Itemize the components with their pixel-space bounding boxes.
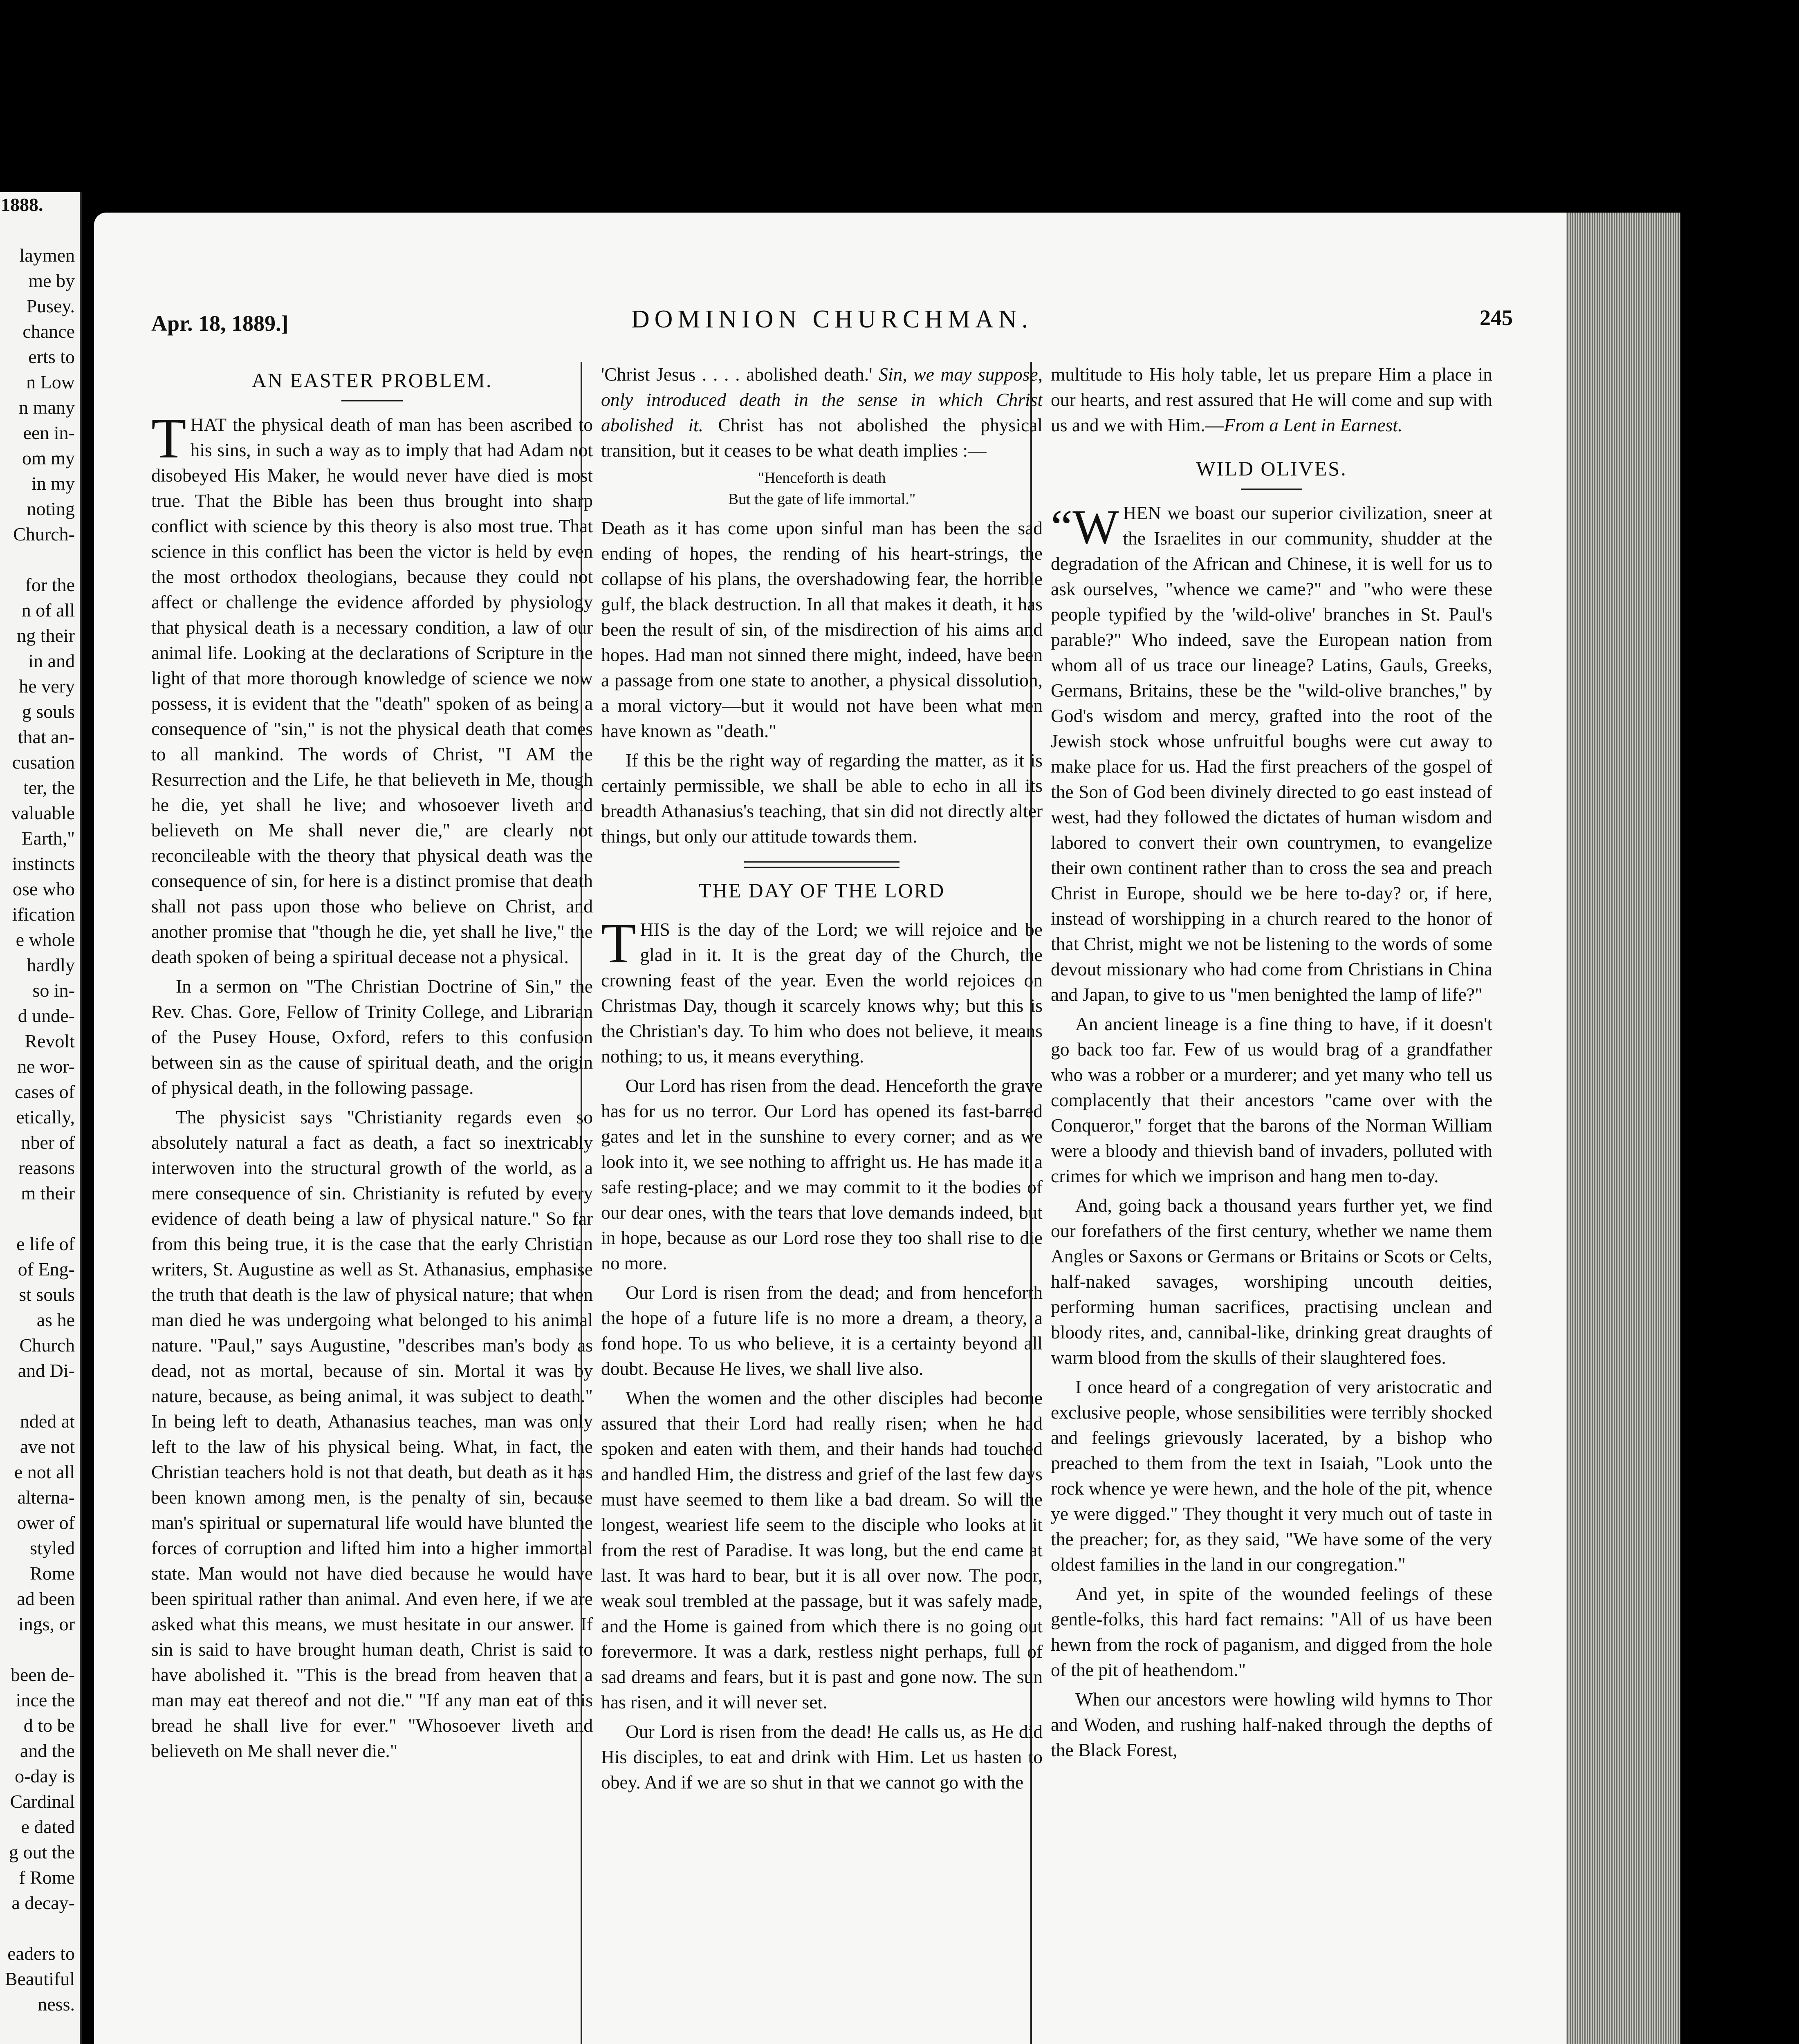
left-fragment-line: o-day is [15,1766,75,1786]
left-fragment-line: Church- [13,524,75,545]
left-fragment-line: that an- [18,726,75,747]
left-fragment-line [0,1916,80,1941]
left-fragment-line: Revolt [25,1031,75,1051]
issue-date: Apr. 18, 1889.] [151,311,289,336]
left-fragment-line: a decay- [11,1892,75,1913]
left-fragment-line: e not all [14,1461,75,1482]
left-fragment-line: hardly [27,955,75,975]
left-fragment-line: valuable [11,802,75,823]
page-header [151,303,1513,335]
article-paragraph: When the women and the other disciples had become assured that their Lord had really risen; when he had spoken and eaten with them, and their hands had touched and handled Him, the distress and grief of the last few days must have seemed to them like a bad dream. So will the longest, weariest life seem to the disciple who looks at it from the rest of Paradise. It was long, but the end came at last. It was hard to bear, but it is all over now. The poor, weak soul trembled at the passage, but it was safely made, and the Home is gained from which there is no going out forevermore. It was a dark, restless night perhaps, full of sad dreams and fears, but it is past and gone now. The sun has risen, and it will never set. [601,1387,1043,1712]
quoted-verse: "Henceforth is death But the gate of life immortal." [728,469,916,508]
left-fragment-line: so in- [32,980,75,1001]
left-fragment-line: Pusey. [26,296,75,316]
left-fragment-line: and the [20,1740,75,1761]
title-rule [1241,489,1302,490]
left-fragment-line: nded at [20,1411,75,1432]
left-fragment-line [0,1383,80,1409]
left-fragment-line: Church [19,1335,75,1356]
left-fragment-line: styled [30,1537,75,1558]
article-paragraph: THAT the physical death of man has been ascribed to his sins, in such a way as to imply that had Adam not disobeyed His Maker, he would never have died is most true. That the Bible has been thus brought into sharp conflict with science by this theory is also most true. That science in this conflict has been the victor is held by even the most orthodox theologians, because they could not affect or challenge the evidence afforded by physiology that physical death is a necessary condition, a law of our animal life. Looking at the declarations of Scripture in the light of that more thorough knowledge of science we now possess, it is evident that the "death" spoken of as being a consequence of "sin," is not the physical death that comes to all mankind. The words of Christ, "I AM the Resurrection and the Life, he that believeth in Me, though he die, yet shall he live; and whosoever liveth and believeth on Me shall never die," are clearly not reconcileable with the theory that physical death was the consequence of sin, for here is a distinct promise that death shall not pass upon those who believe on Christ, and another promise that "though he die, yet shall he live," the death spoken of being a spiritual decease not a physical. [151,407,593,967]
article-paragraph: THIS is the day of the Lord; we will rejoice and be glad in it. It is the great day of the Church, the crowning feast of the year. Even the world rejoices on Christmas Day, though it scarcely knows why; but this is the Christian's day. To him who does not believe, it means nothing; to us, it means everything. [601,912,1043,1067]
left-fragment-line: e life of [16,1233,75,1254]
left-fragment-line: g out the [9,1842,75,1862]
article-paragraph: If this be the right way of regarding the matter, as it is certainly permissible, we shall be able to echo in all its breadth Athanasius's teaching, that sin did not directly alter things, but only our attitude towards them. [601,750,1043,847]
left-fragment-line: n Low [26,372,75,392]
left-fragment-line: ower of [17,1512,75,1533]
article-paragraph: The physicist says "Christianity regards even so absolutely natural a fact as death, a fact so inextricably interwoven into the structural growth of the world, as a mere consequence of sin. Christianity is refuted by every evidence of death being a law of physical nature." So far from this being true, it is the case that the early Christian writers, St. Augustine as well as St. Athanasius, emphasise the truth that death is the law of physical nature; that when man died he was undergoing what belonged to his animal nature. "Paul," says Augustine, "describes man's body as dead, not as mortal, because of sin. Mortal it was by nature, because, as being animal, it was subject to death." In being left to death, Athanasius teaches, man was only left to the law of his physical being. What, in fact, the Christian teachers hold is not that death, but death as it has been known among men, is the penalty of sin, because man's spiritual or supernatural life would have blunted the forces of corruption and lifted him into a higher immortal state. Man would not have died because he would have been spiritual rather than animal. And even here, if we are asked what this means, we must hesitate in our answer. If sin is said to have brought human death, Christ is said to have abolished it. "This is the bread from heaven that a man may eat thereof and not die." "If any man eat of this bread he shall live for ever." "Whosoever liveth and believeth on Me shall never die." [151,1107,593,1761]
article-paragraph: I once heard of a congregation of very aristocratic and exclusive people, whose sensibilities were terribly shocked and feelings grievously lacerated, by a bishop who preached to them from the text in Isaiah, "Look unto the rock whence ye were hewn, and the hole of the pit, whence ye were digged." They thought it very much out of taste in the preacher; for, as they said, "We have some of the very oldest families in the land in our congregation." [1051,1376,1492,1575]
left-fragment-line: f Rome [19,1867,75,1888]
book-page-edges [1566,213,1680,2044]
left-fragment-line: Beautiful [4,1968,75,1989]
section-divider [744,861,900,868]
left-fragment-line: ne wor- [17,1056,75,1077]
left-fragment-line [0,217,80,243]
column-3 [1051,362,1492,2044]
left-fragment-line: g souls [22,701,75,722]
column-1 [151,362,593,2044]
left-fragment-line: om my [22,448,75,468]
article-paragraph: Our Lord is risen from the dead! He calls us, as He did His disciples, to eat and drink with Him. Let us hasten to obey. And if we are so shut in that we cannot go with the [601,1721,1043,1793]
article-paragraph: When our ancestors were howling wild hymns to Thor and Woden, and rushing half-naked through the depths of the Black Forest, [1051,1689,1492,1760]
left-fragment-line: nber of [21,1132,75,1153]
left-fragment-line: ad been [17,1588,75,1609]
masthead: DOMINION CHURCHMAN. [631,305,1033,333]
left-fragment-line: m their [21,1183,75,1204]
article-paragraph: And, going back a thousand years further yet, we find our forefathers of the first century, whether we name them Angles or Saxons or Germans or Britains or Scots or Celts, half-naked savages, worshiping uncouth deities, performing human sacrifices, practising unclean and bloody rites, and, cannibal-like, drinking great draughts of warm blood from the skulls of their slaughtered foes. [1051,1195,1492,1368]
left-fragment-line: noting [27,498,75,519]
left-fragment-line: Earth," [22,828,75,849]
left-fragment-line [0,1637,80,1662]
left-fragment-line: st souls [19,1284,75,1305]
drop-cap: T [151,407,186,470]
left-fragment-line: alterna- [17,1487,75,1508]
article-title: WILD OLIVES. [1196,457,1347,480]
article-paragraph: And yet, in spite of the wounded feelings of these gentle-folks, this hard fact remains: "All of us have been hewn from the rock of paganism, and digged from the hole of the pit of heathendom." [1051,1583,1492,1680]
drop-cap: T [601,912,636,975]
left-fragment-line: d to be [23,1715,75,1736]
left-fragment-line: in my [31,473,75,494]
left-fragment-line: ave not [20,1436,75,1457]
left-fragment-line: ng their [17,625,75,646]
article-paragraph: In a sermon on "The Christian Doctrine of Sin," the Rev. Chas. Gore, Fellow of Trinity College, and Librarian of the Pusey House, Oxford, refers to this confusion between sin as the cause of spiritual death, and the origin of physical death, in the following passage. [151,976,593,1098]
article-paragraph: An ancient lineage is a fine thing to have, if it doesn't go back too far. Few of us would brag of a grandfather who was a robber or a murderer; and yet many who tell us complacently that their ancestors "came over with the Conqueror," forget that the barons of the Norman William were a bloody and thievish band of invaders, polluted with crimes for which we imprison and hang men to-day. [1051,1013,1492,1186]
title-rule [341,400,403,401]
left-fragment-line: of Eng- [18,1259,75,1280]
attribution: From a Lent in Earnest. [1224,415,1403,435]
left-fragment-line: ness. [38,1994,75,2015]
left-fragment-line: erts to [28,346,75,367]
left-fragment-line: as he [36,1309,75,1330]
left-fragment-line: ification [12,904,75,925]
left-page-fragment [0,192,82,2044]
left-fragment-line: n of all [21,600,75,621]
left-fragment-line: ings, or [18,1614,75,1634]
left-fragment-line: reasons [18,1157,75,1178]
article-paragraph: “WHEN we boast our superior civilization, sneer at the Israelites in our community, shudder at the degradation of the African and Chinese, it is well for us to ask ourselves, "whence we came?" and "who were these people typified by the 'wild-olive' branches in St. Paul's parable?" Who indeed, save the European nation from whom all of us trace our lineage? Latins, Gauls, Greeks, Germans, Britains, these be the "wild-olive branches," by God's wisdom and mercy, grafted into the root of the Jewish stock whose unfruitful boughs were cut away to make place for us. Had the first preachers of the gospel of the Son of God been divinely directed to go east instead of west, had they followed the dictates of human wisdom and labored to convert their own countrymen, to evangelize their own continent rather than to cross the sea and preach Christ in Europe, should we be here to-day? or, if here, instead of worshipping in a church reared to the honor of that Christ, might we not be listening to the words of some devout missionary who had come from Christians in China and Japan, to give to us "men benighted the lamp of life?" [1051,500,1492,1005]
left-fragment-line: he very [19,676,75,697]
article-paragraph: Our Lord is risen from the dead; and from henceforth the hope of a future life is no more a dream, a theory, a fond hope. To us who believe, it is a certainty beyond all doubt. Because He lives, we shall live also. [601,1282,1043,1379]
left-fragment-line [0,1206,80,1231]
left-fragment-line: instincts [12,853,75,874]
left-fragment-line: laymen [19,245,75,266]
article-paragraph: multitude to His holy table, let us prepare Him a place in our hearts, and rest assured that He will come and sup with us and we with Him.—From a Lent in Earnest. [1051,364,1492,435]
article-title: AN EASTER PROBLEM. [251,369,493,392]
left-fragment-line: Cardinal [10,1791,75,1812]
left-fragment-line: e dated [21,1816,75,1837]
left-fragment-line: ter, the [23,777,75,798]
left-fragment-line: in and [28,650,75,671]
left-fragment-line: etically, [16,1107,75,1127]
left-fragment-line: been de- [10,1664,75,1685]
left-fragment-line: for the [25,574,75,595]
column-2 [601,362,1043,2044]
article-paragraph: Death as it has come upon sinful man has been the sad ending of hopes, the rending of his heart-strings, the collapse of his plans, the overshadowing fear, the horrible gulf, the black destruction. In all that makes it death, it has been the result of sin, of the misdirection of his aims and hopes. Had man not sinned there might, indeed, have been a passage from one state to another, a physical dissolution, a moral victory—but it would not have been what men have known as "death." [601,518,1043,741]
left-fragment-line: e whole [16,929,75,950]
left-fragment-line: 1888. [1,194,43,215]
left-fragment-line: ose who [12,879,75,899]
left-fragment-line [0,547,80,572]
left-fragment-line: and Di- [18,1360,75,1381]
article-paragraph: 'Christ Jesus . . . . abolished death.' Sin, we may suppose, only introduced death in the sense in which Christ abolished it. Christ has not abolished the physical transition, but it ceases to be what death implies :— [601,364,1043,461]
left-fragment-line: me by [28,270,75,291]
left-fragment-line: Rome [30,1563,75,1584]
page-number: 245 [1480,305,1513,330]
left-fragment-line: een in- [23,422,75,443]
article-paragraph: Our Lord has risen from the dead. Henceforth the grave has for us no terror. Our Lord has opened its fast-barred gates and let in the sunshine to every corner; and as we look into it, we see nothing to affright us. He has made it a safe resting-place; and we may commit to it the bodies of our dear ones, with the tears that love demands indeed, but in hope, because as our Lord rose they too shall rise to die no more. [601,1075,1043,1273]
left-fragment-line: chance [22,321,75,342]
drop-cap: “W [1051,500,1119,554]
left-fragment-line: d unde- [18,1005,75,1026]
left-fragment-line: cusation [12,752,75,773]
left-fragment-line: n many [19,397,75,418]
left-fragment-line: ince the [16,1690,75,1710]
article-title: THE DAY OF THE LORD [698,879,945,902]
left-fragment-line: eaders to [7,1943,75,1964]
left-fragment-line: cases of [15,1081,75,1102]
